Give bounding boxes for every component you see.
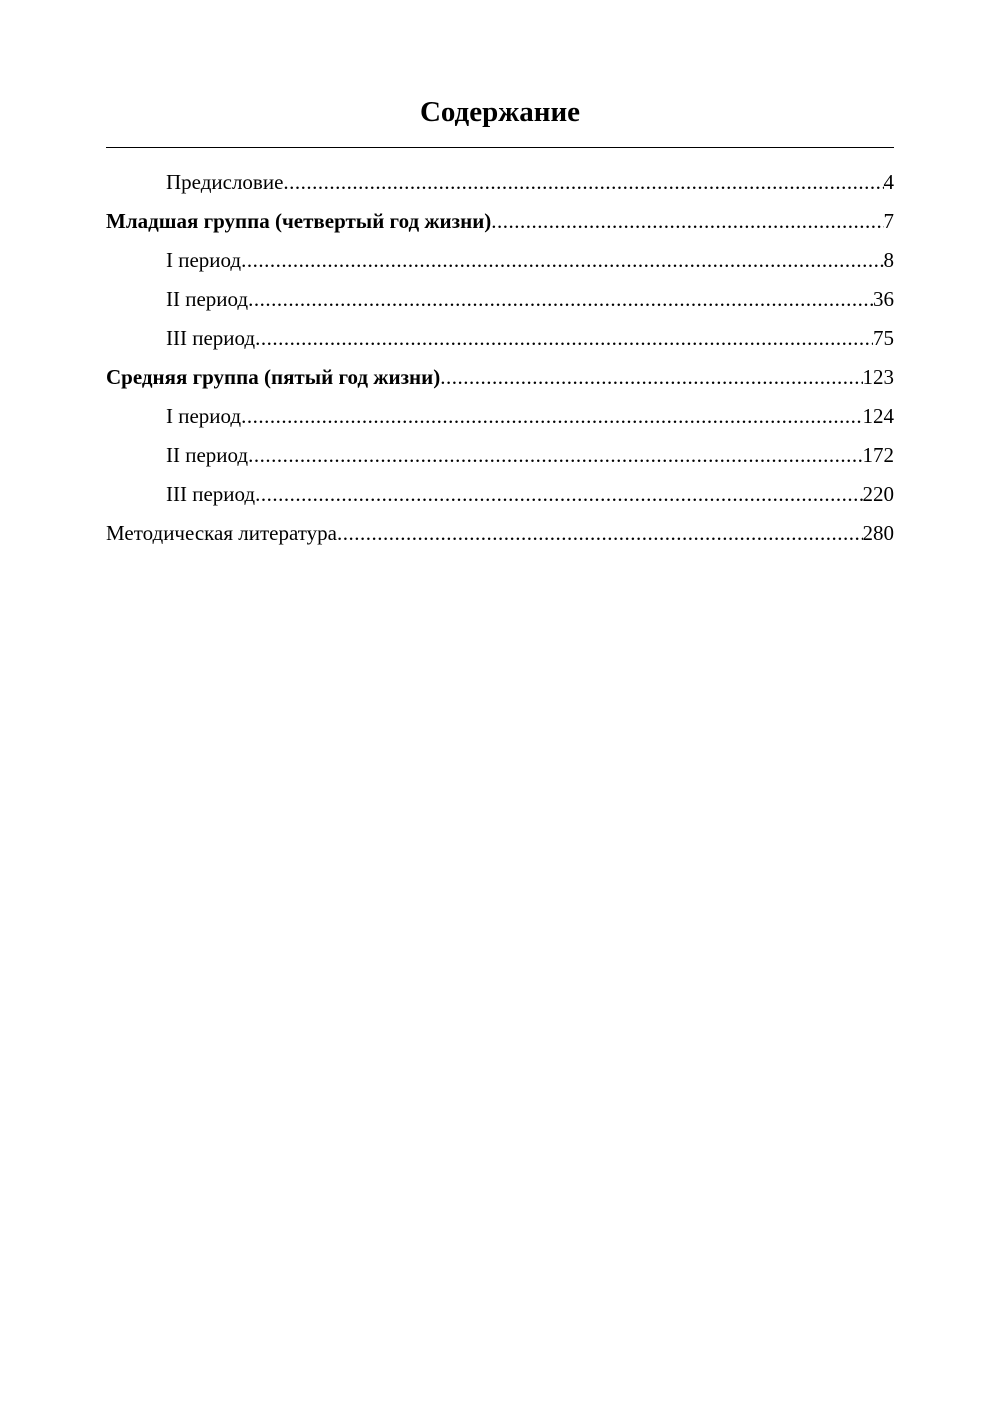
toc-entry[interactable] — [106, 514, 894, 553]
table-of-contents — [106, 163, 894, 553]
toc-entry-page-number: 36 — [873, 287, 894, 311]
toc-entry[interactable] — [106, 436, 894, 475]
dot-leader — [248, 436, 862, 475]
toc-entry-title: II период — [166, 443, 249, 467]
toc-entry-page-number: 8 — [883, 248, 894, 272]
dot-leader — [241, 241, 883, 280]
toc-entry[interactable] — [106, 280, 894, 319]
toc-entry-title: Методическая литература — [106, 521, 337, 545]
toc-entry[interactable] — [106, 475, 894, 514]
toc-entry-page-number: 4 — [883, 170, 894, 194]
dot-leader — [255, 319, 873, 358]
toc-entry-title: I период — [166, 404, 242, 428]
toc-entry-page-number: 7 — [883, 209, 894, 233]
toc-entry-title: I период — [166, 248, 242, 272]
page-title: Содержание — [419, 96, 581, 128]
toc-entry-page-number: 220 — [862, 482, 894, 506]
toc-entry-page-number: 123 — [862, 365, 894, 389]
toc-entry-page-number: 124 — [862, 404, 894, 428]
dot-leader — [248, 280, 873, 319]
toc-entry[interactable] — [106, 319, 894, 358]
toc-entry-title: II период — [166, 287, 249, 311]
toc-entry[interactable] — [106, 358, 894, 397]
dot-leader — [491, 202, 883, 241]
toc-entry-title: Младшая группа (четвертый год жизни) — [106, 209, 492, 233]
dot-leader — [283, 163, 883, 202]
title-divider — [106, 147, 894, 148]
toc-entry[interactable] — [106, 241, 894, 280]
dot-leader — [255, 475, 862, 514]
toc-entry[interactable] — [106, 397, 894, 436]
dot-leader — [440, 358, 862, 397]
toc-entry[interactable] — [106, 202, 894, 241]
toc-entry-title: Средняя группа (пятый год жизни) — [106, 365, 441, 389]
toc-entry-title: Предисловие — [166, 170, 284, 194]
dot-leader — [337, 514, 863, 553]
dot-leader — [241, 397, 862, 436]
toc-entry-title: III период — [166, 482, 256, 506]
toc-entry-page-number: 172 — [862, 443, 894, 467]
toc-entry-page-number: 280 — [862, 521, 894, 545]
toc-entry-page-number: 75 — [873, 326, 894, 350]
toc-entry[interactable] — [106, 163, 894, 202]
toc-entry-title: III период — [166, 326, 256, 350]
